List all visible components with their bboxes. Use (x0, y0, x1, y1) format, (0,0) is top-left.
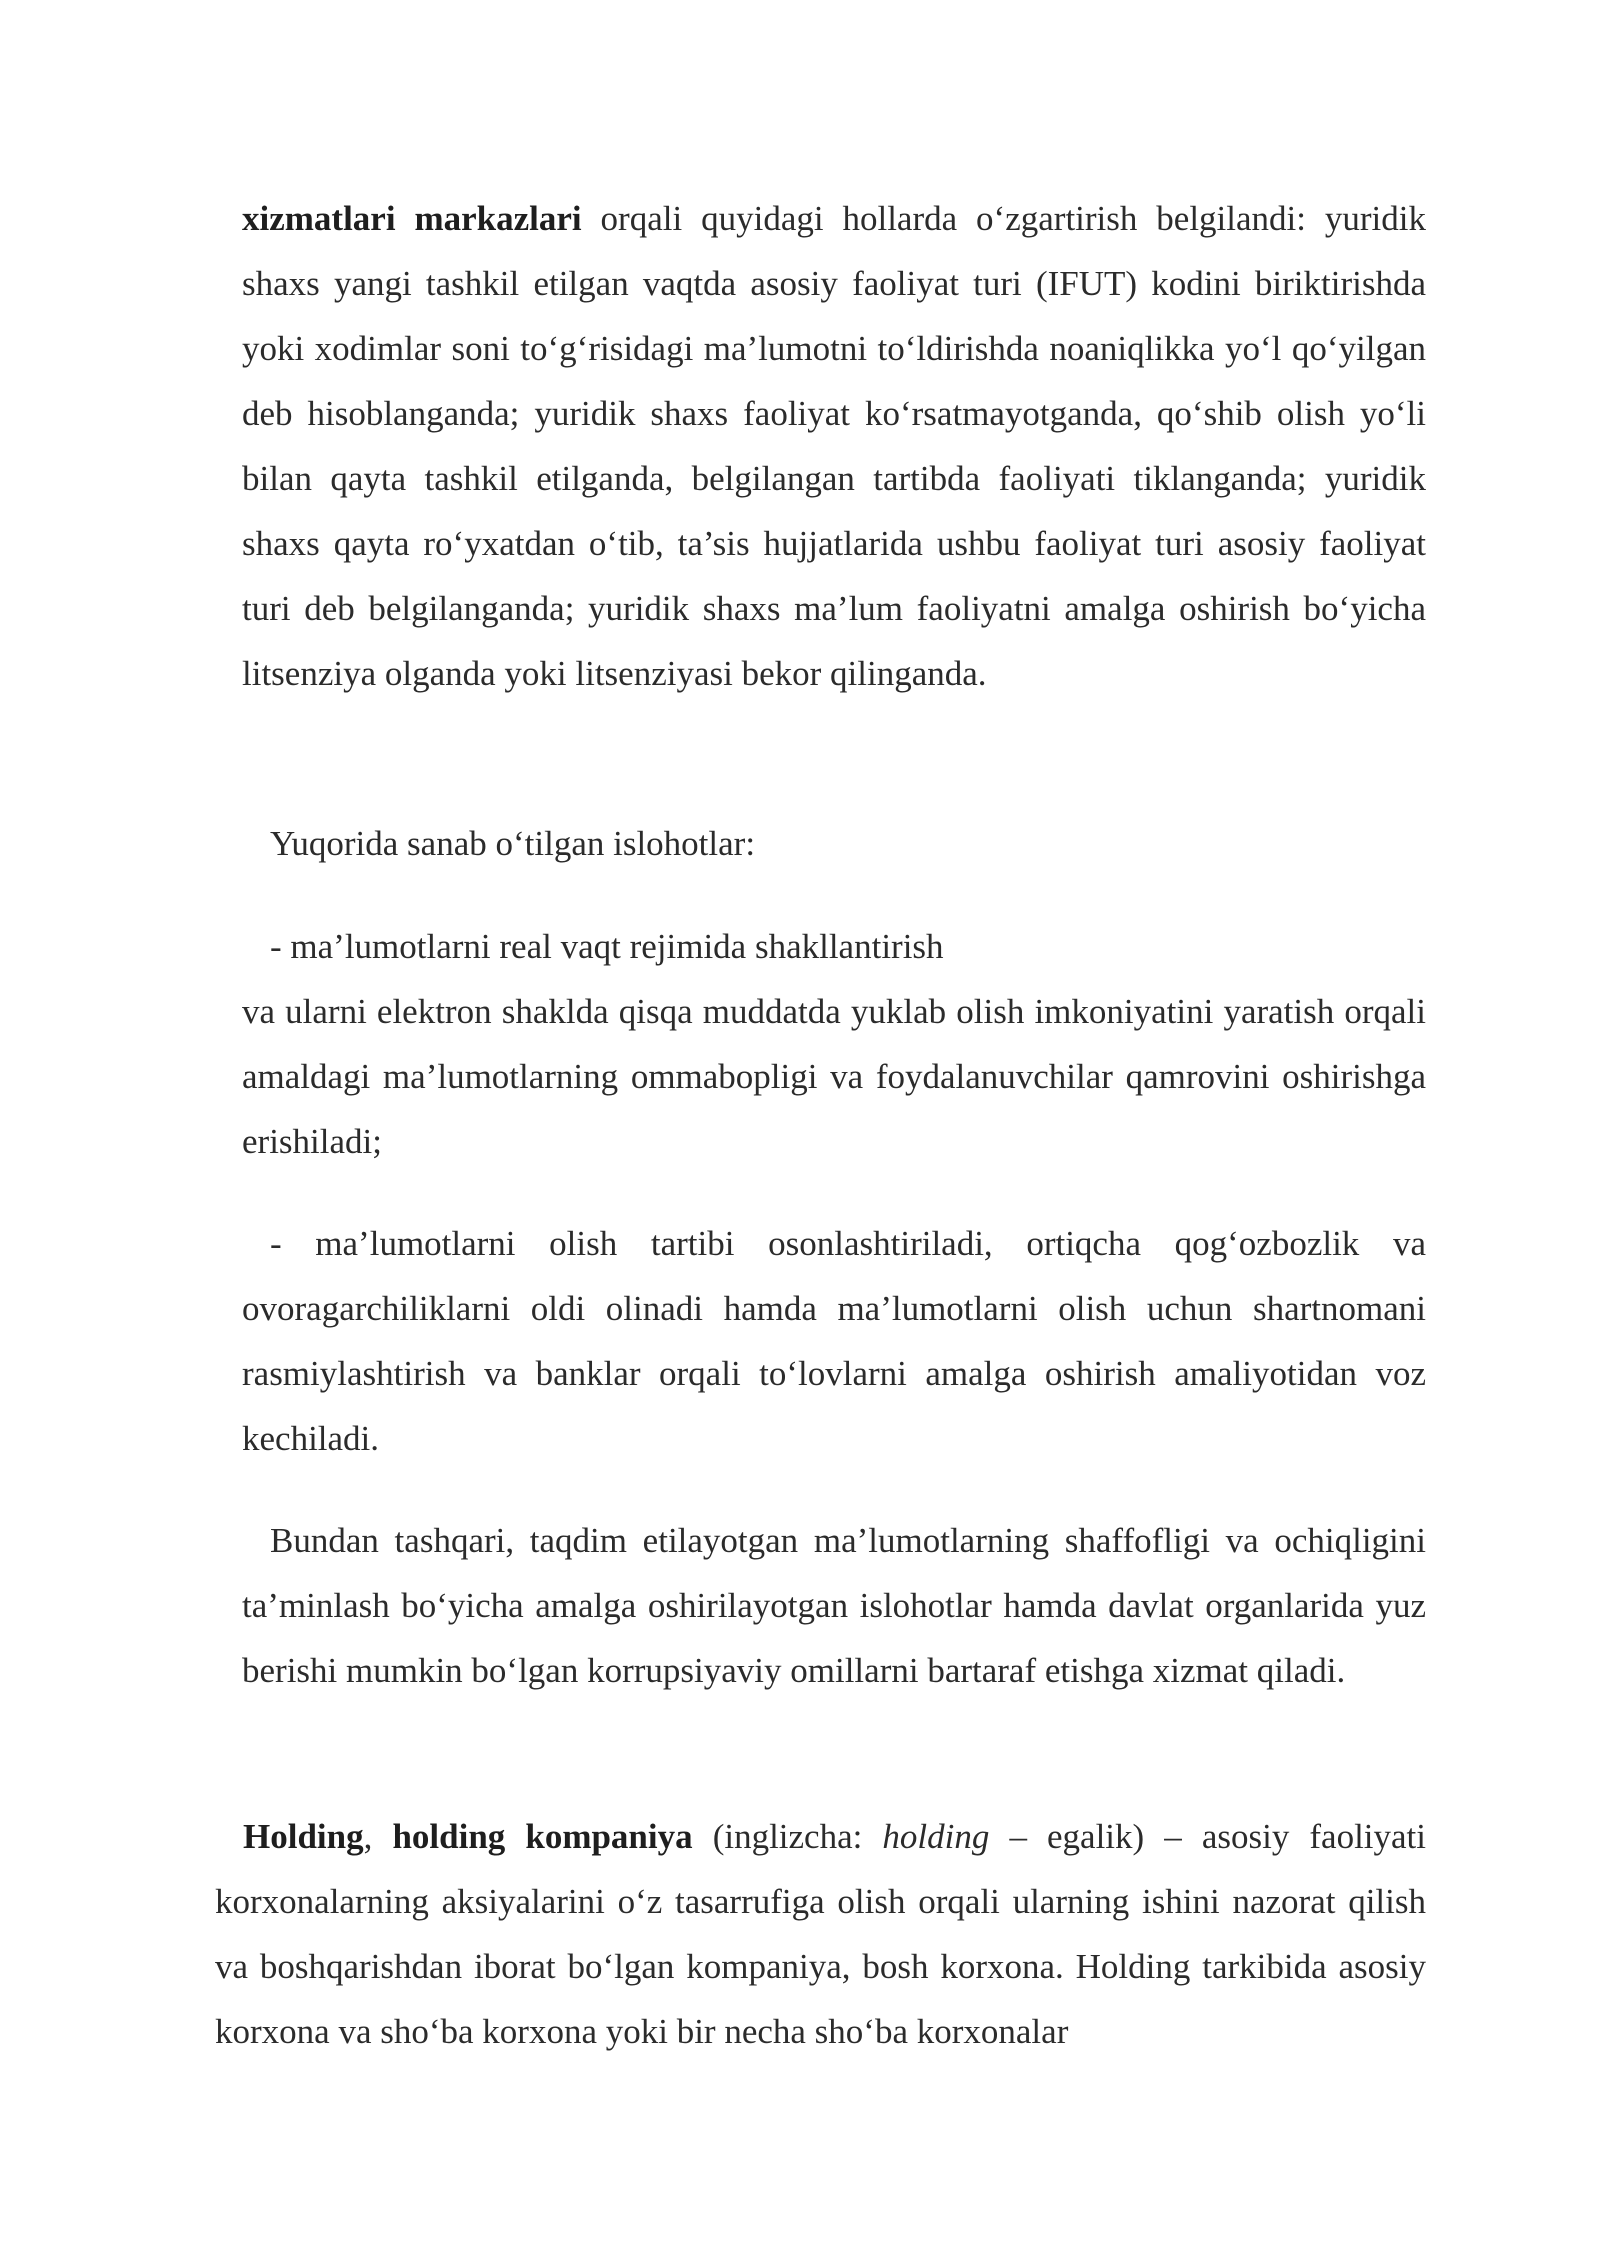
bullet-continuation: va ularni elektron shaklda qisqa muddatda yuklab olish imkoniyatini yaratish orqali amaldagi ma’lumotlarning ommabopligi va foydalanuvchilar qamrovini oshirishga erishiladi; (242, 992, 1426, 1161)
holding-definition-text: – egalik) – asosiy faoliyati korxonalarning aksiyalarini o‘z tasarrufiga olish orqali ularning ishini nazorat qilish va boshqarishdan iborat bo‘lgan kompaniya, bosh korxona. Holding tarkibida asosiy korxona va sho‘ba korxona yoki bir necha sho‘ba korxonalar (215, 1817, 1427, 2051)
italic-term-holding: holding (882, 1817, 990, 1856)
paragraph-bullet-realtime (242, 914, 1426, 1174)
paragraph-bullet-simplified: - ma’lumotlarni olish tartibi osonlashtiriladi, ortiqcha qog‘ozbozlik va ovoragarchiliklarni oldi olinadi hamda ma’lumotlarni olish uchun shartnomani rasmiylashtirish va banklar orqali to‘lovlarni amalga oshirish amaliyotidan voz kechiladi. (242, 1224, 1426, 1458)
paragraph-text: orqali quyidagi hollarda o‘zgartirish belgilandi: yuridik shaxs yangi tashkil etilgan vaqtda asosiy faoliyat turi (IFUT) kodini biriktirishda yoki xodimlar soni to‘g‘risidagi ma’lumotni to‘ldirishda noaniqlikka yo‘l qo‘yilgan deb hisoblanganda; yuridik shaxs faoliyat ko‘rsatmayotganda, qo‘shib olish yo‘li bilan qayta tashkil etilganda, belgilangan tartibda faoliyati tiklanganda; yuridik shaxs qayta ro‘yxatdan o‘tib, ta’sis hujjatlarida ushbu faoliyat turi asosiy faoliyat turi deb belgilanganda; yuridik shaxs ma’lum faoliyatni amalga oshirish bo‘yicha litsenziya olganda yoki litsenziyasi bekor qilinganda. (242, 199, 1426, 693)
paragraph-holding-definition: Holding, holding kompaniya (inglizcha: holding – egalik) – asosiy faoliyati korxonalarning aksiyalarini o‘z tasarrufiga olish orqali ularning ishini nazorat qilish va boshqarishdan iborat bo‘lgan kompaniya, bosh korxona. Holding tarkibida asosiy korxona va sho‘ba korxona yoki bir necha sho‘ba korxonalar (215, 1817, 1427, 2051)
paragraph-reforms-intro: Yuqorida sanab o‘tilgan islohotlar: (270, 824, 756, 863)
bold-term-holding: Holding (243, 1817, 364, 1856)
bold-term-service-centers: xizmatlari markazlari (242, 199, 582, 238)
bold-term-holding-company: holding kompaniya (392, 1817, 693, 1856)
paragraph-transparency: Bundan tashqari, taqdim etilayotgan ma’lumotlarning shaffofligi va ochiqligini ta’minlash bo‘yicha amalga oshirilayotgan islohotlar hamda davlat organlarida yuz berishi mumkin bo‘lgan korrupsiyaviy omillarni bartaraf etishga xizmat qiladi. (242, 1521, 1426, 1690)
paragraph-reporting-changes (242, 186, 1426, 706)
bullet-first-line: - ma’lumotlarni real vaqt rejimida shakllantirish (270, 927, 944, 966)
